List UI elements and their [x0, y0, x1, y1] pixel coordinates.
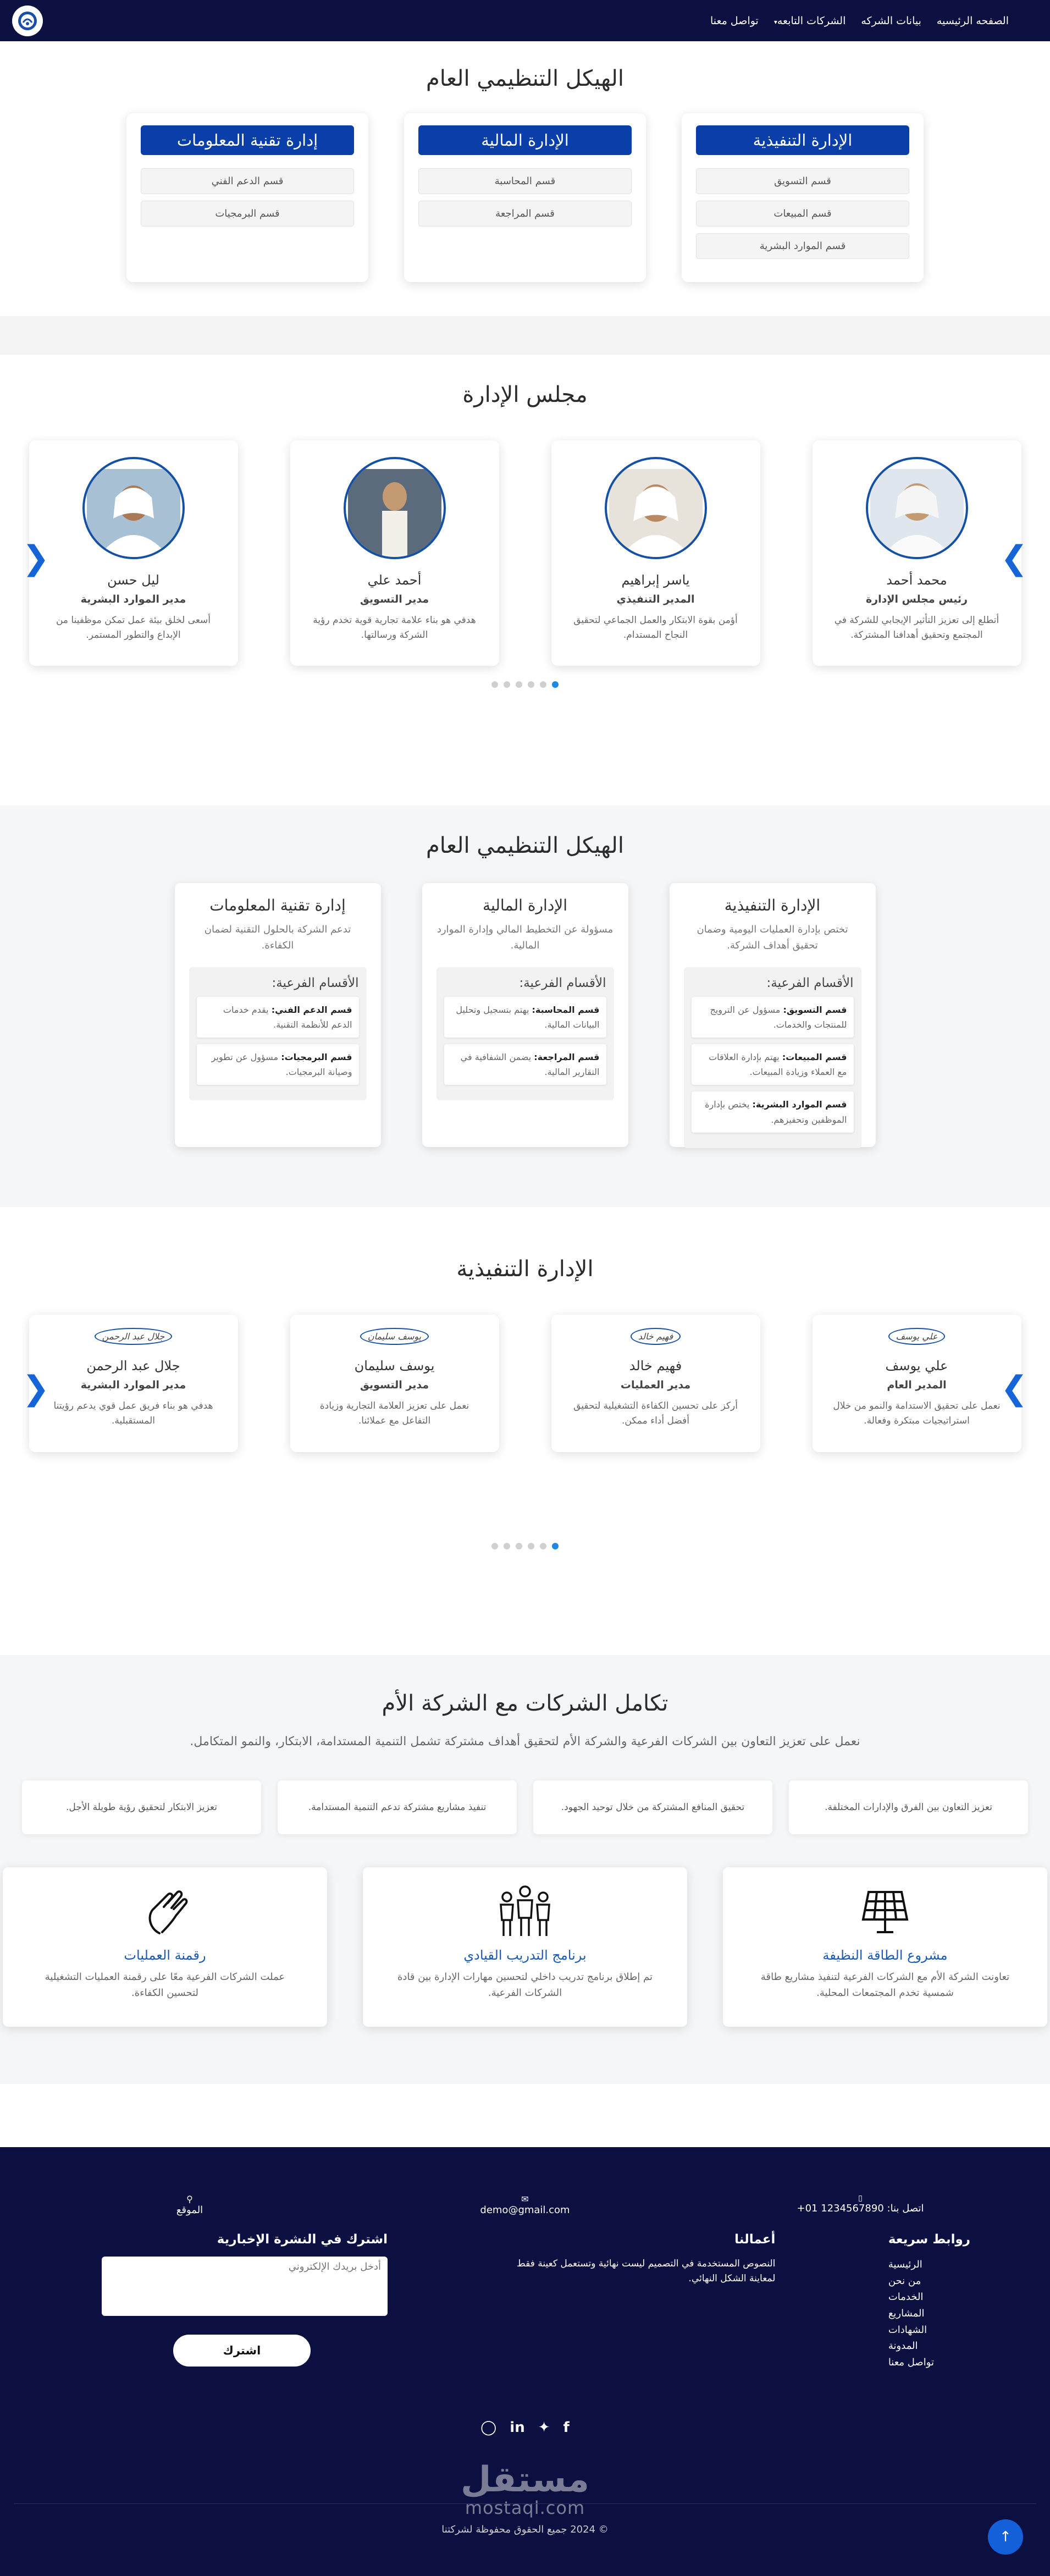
project-description: تم إطلاق برنامج تدريب داخلي لتحسين مهارات الإدارة بين قادة الشركات الفرعية. [397, 1971, 653, 1999]
carousel-dot[interactable] [504, 681, 510, 688]
footer-columns [0, 2232, 1050, 2371]
sub-dept-item[interactable]: قسم المبيعات [696, 201, 909, 227]
section-title: مجلس الإدارة [462, 382, 588, 407]
sub-depts-heading: الأقسام الفرعية: [766, 975, 854, 990]
sub-dept-name: قسم الدعم الفني: [271, 1004, 352, 1015]
broken-photo-placeholder: علي يوسف [888, 1328, 946, 1345]
sub-dept-entry [444, 1044, 606, 1085]
exec-card [813, 1315, 1021, 1452]
project-card [363, 1867, 687, 2027]
member-photo [605, 457, 707, 559]
logo-emblem-icon [17, 10, 38, 31]
goal-box: تنفيذ مشاريع مشتركة تدعم التنمية المستدامة. [278, 1780, 517, 1834]
member-name: جلال عبد الرحمن [86, 1358, 180, 1374]
linkedin-icon[interactable]: in [510, 2419, 525, 2436]
quick-link[interactable]: الرئيسية [888, 2259, 922, 2270]
nav-company-data[interactable]: بيانات الشركه [861, 14, 921, 27]
project-description: عملت الشركات الفرعية معًا على رقمنة العمليات التشغيلية لتحسين الكفاءة. [45, 1971, 285, 1999]
subscribe-button[interactable]: اشترك [173, 2335, 311, 2367]
quick-links-col [888, 2232, 970, 2371]
main-nav [710, 15, 1009, 27]
arrow-up-icon: ↑ [999, 2529, 1012, 2545]
site-logo[interactable] [12, 5, 43, 36]
carousel-dot[interactable] [540, 681, 546, 688]
dept-title: إدارة تقنية المعلومات [209, 896, 346, 914]
phone-contact[interactable] [778, 2194, 943, 2216]
newsletter-heading: اشترك في النشرة الإخبارية [217, 2232, 388, 2247]
quick-link[interactable]: الشهادات [888, 2324, 927, 2336]
member-role: مدير التسويق [360, 593, 429, 605]
dept-description: تدعم الشركة بالحلول التقنية لضمان الكفاءة. [204, 924, 351, 951]
chevron-down-icon: ▾ [773, 18, 777, 26]
project-card [723, 1867, 1047, 2027]
sub-dept-item[interactable]: قسم المراجعة [418, 201, 632, 227]
watermark-ar: مستقل [460, 2459, 590, 2500]
contact-row [0, 2194, 1050, 2216]
sub-dept-entry [692, 1044, 854, 1085]
envelope-icon: ✉ [521, 2194, 529, 2204]
member-role: مدير العمليات [620, 1379, 691, 1391]
member-photo [82, 457, 185, 559]
dept-header[interactable]: الإدارة المالية [418, 125, 632, 155]
team-leader-icon [495, 1884, 555, 1939]
sub-dept-entry [444, 997, 606, 1038]
dept-header[interactable]: إدارة تقنية المعلومات [141, 125, 354, 155]
carousel-dot[interactable] [528, 1543, 534, 1549]
department-detail-cards [0, 883, 1050, 1147]
email-contact[interactable] [443, 2194, 607, 2216]
solar-panel-icon [858, 1884, 913, 1939]
goal-box: تعزيز التعاون بين الفرق والإدارات المختلفة. [789, 1780, 1028, 1834]
twitter-icon[interactable]: ✦ [538, 2419, 550, 2436]
footer-divider [14, 2503, 1036, 2504]
quick-link[interactable]: من نحن [888, 2275, 921, 2287]
sub-dept-name: قسم الموارد البشرية: [752, 1099, 847, 1110]
member-description: أسعى لخلق بيئة عمل تمكن موظفينا من الإبداع والتطور المستمر. [56, 615, 211, 641]
section-title: تكامل الشركات مع الشركة الأم [382, 1691, 668, 1716]
member-description: أركز على تحسين الكفاءة التشغيلية لتحقيق أفضل أداء ممكن. [573, 1400, 738, 1427]
sub-dept-name: قسم البرمجيات: [281, 1051, 352, 1062]
member-description: نعمل على تعزيز العلامة التجارية وزيادة التفاعل مع عملائنا. [319, 1400, 469, 1427]
broken-photo-placeholder: يوسف سليمان [360, 1328, 429, 1345]
digital-hand-icon [137, 1884, 192, 1939]
exec-card [551, 1315, 760, 1452]
dept-description: تختص بإدارة العمليات اليومية وضمان تحقيق أهداف الشركة. [697, 924, 848, 951]
quick-link[interactable]: المشاريع [888, 2308, 925, 2320]
copyright-text: © 2024 جميع الحقوق محفوظة لشركتنا [441, 2523, 609, 2535]
carousel-prev-arrow-icon[interactable]: ❮ [22, 539, 50, 577]
exec-card [29, 1315, 238, 1452]
dept-title: الإدارة المالية [482, 896, 568, 914]
broken-photo-placeholder: جلال عبد الرحمن [95, 1328, 172, 1345]
department-cards [0, 113, 1050, 282]
member-description: أتطلع إلى تعزيز التأثير الإيجابي للشركة في المجتمع وتحقيق أهدافنا المشتركة. [834, 615, 999, 641]
carousel-next-arrow-icon[interactable]: ❯ [1000, 1369, 1028, 1408]
sub-dept-text: يختص بإدارة الموظفين وتحفيزهم. [705, 1099, 847, 1125]
member-role: رئيس مجلس الإدارة [865, 593, 968, 605]
quick-link[interactable]: تواصل معنا [888, 2357, 935, 2369]
sub-dept-entry [197, 1044, 359, 1085]
scroll-to-top-button[interactable] [988, 2519, 1023, 2555]
integration-section [0, 1655, 1050, 2084]
location-contact[interactable] [107, 2194, 272, 2216]
works-col [500, 2232, 775, 2371]
member-name: ليل حسن [107, 572, 159, 588]
member-role: المدير التنفيذي [616, 593, 695, 605]
executive-carousel [0, 1315, 1050, 1452]
dept-description: مسؤولة عن التخطيط المالي وإدارة الموارد المالية. [436, 924, 614, 951]
dept-title: الإدارة التنفيذية [724, 896, 821, 914]
sub-dept-item[interactable]: قسم المحاسبة [418, 168, 632, 194]
carousel-dot-active[interactable] [552, 681, 559, 688]
member-role: مدير الموارد البشرية [80, 593, 186, 605]
board-section [0, 355, 1050, 806]
sub-dept-name: قسم المحاسبة: [532, 1004, 600, 1015]
phone-icon: ▯ [858, 2194, 863, 2203]
sub-dept-name: قسم التسويق: [783, 1004, 847, 1015]
carousel-dot[interactable] [491, 1543, 498, 1549]
sub-dept-entry [692, 1091, 854, 1132]
member-card [290, 440, 499, 666]
section-title: الإدارة التنفيذية [456, 1256, 594, 1282]
dept-detail-executive [670, 883, 876, 1147]
member-card [813, 440, 1021, 666]
sub-dept-item[interactable]: قسم الدعم الفني [141, 168, 354, 194]
newsletter-email-input[interactable] [102, 2257, 388, 2316]
member-role: مدير الموارد البشرية [80, 1379, 186, 1391]
sub-dept-name: قسم المبيعات: [782, 1051, 847, 1062]
dept-detail-finance [422, 883, 628, 1147]
works-text: النصوص المستخدمة في التصميم ليست نهائية وتستعمل كعينة فقط لمعاينة الشكل النهائي. [517, 2258, 776, 2285]
member-description: أؤمن بقوة الابتكار والعمل الجماعي لتحقيق النجاح المستدام. [573, 615, 738, 641]
location-text: الموقع [176, 2204, 203, 2216]
member-card [29, 440, 238, 666]
social-links [0, 2419, 1050, 2436]
org-structure-section [0, 41, 1050, 316]
site-footer [0, 2147, 1050, 2576]
works-heading: أعمالنا [734, 2232, 776, 2247]
carousel-dot[interactable] [516, 1543, 522, 1549]
carousel-dot[interactable] [540, 1543, 546, 1549]
carousel-next-arrow-icon[interactable]: ❯ [1000, 539, 1028, 577]
newsletter-col [102, 2232, 388, 2371]
nav-subsidiaries[interactable] [774, 15, 846, 27]
sub-depts-heading: الأقسام الفرعية: [272, 975, 359, 990]
nav-subsidiaries-label: الشركات التابعه [777, 14, 846, 27]
member-role: مدير التسويق [360, 1379, 429, 1391]
location-pin-icon: ⚲ [186, 2194, 193, 2204]
sub-depts-box [436, 967, 614, 1101]
board-carousel [0, 440, 1050, 666]
exec-card [290, 1315, 499, 1452]
sub-dept-entry [692, 997, 854, 1038]
member-description: هدفي هو بناء فريق عمل قوي يدعم رؤيتنا المستقبلية. [53, 1400, 213, 1427]
section-title: الهيكل التنظيمي العام [426, 833, 624, 858]
nav-home[interactable]: الصفحه الرئيسيه [936, 14, 1009, 27]
member-name: يوسف سليمان [354, 1358, 435, 1374]
member-name: فهيم خالد [629, 1358, 682, 1374]
member-description: نعمل على تحقيق الاستدامة والنمو من خلال استراتيجيات مبتكرة وفعالة. [833, 1400, 1001, 1427]
member-name: ياسر إبراهيم [621, 572, 690, 588]
phone-text: اتصل بنا: 1234567890 01+ [797, 2203, 924, 2214]
member-name: علي يوسف [885, 1358, 948, 1374]
email-text: demo@gmail.com [480, 2204, 570, 2216]
carousel-dot[interactable] [491, 681, 498, 688]
carousel-dot[interactable] [516, 681, 522, 688]
member-photo [344, 457, 446, 559]
sub-dept-item[interactable]: قسم البرمجيات [141, 201, 354, 227]
project-title: برنامج التدريب القيادي [463, 1948, 587, 1963]
watermark-en: mostaql.com [465, 2497, 585, 2518]
dept-card-it [126, 113, 368, 282]
sub-dept-entry [197, 997, 359, 1038]
project-description: تعاونت الشركة الأم مع الشركات الفرعية لتنفيذ مشاريع طاقة شمسية تخدم المجتمعات المحلية. [760, 1971, 1010, 1999]
sub-dept-name: قسم المراجعة: [534, 1051, 600, 1062]
sub-dept-item[interactable]: قسم الموارد البشرية [696, 233, 909, 259]
section-divider [0, 316, 1050, 355]
sub-dept-text: يضمن الشفافية في التقارير المالية. [460, 1051, 600, 1078]
sub-depts-box [684, 967, 861, 1148]
sub-dept-text: يهتم بإدارة العلاقات مع العملاء وزيادة المبيعات. [709, 1051, 847, 1078]
carousel-prev-arrow-icon[interactable]: ❮ [22, 1369, 50, 1408]
member-name: محمد أحمد [886, 572, 947, 588]
member-description: هدفي هو بناء علامة تجارية قوية تخدم رؤية الشركة ورسالتها. [313, 615, 476, 641]
dept-header[interactable]: الإدارة التنفيذية [696, 125, 909, 155]
quick-link[interactable]: الخدمات [888, 2291, 924, 2303]
sub-depts-box [189, 967, 367, 1101]
goal-box: تعزيز الابتكار لتحقيق رؤية طويلة الأجل. [22, 1780, 261, 1834]
section-title: الهيكل التنظيمي العام [426, 66, 624, 91]
quick-link[interactable]: المدونة [888, 2340, 918, 2352]
member-card [551, 440, 760, 666]
executive-section [0, 1207, 1050, 1655]
dept-card-executive [682, 113, 924, 282]
carousel-dots [0, 1543, 1050, 1549]
project-card [3, 1867, 327, 2027]
watermark-logo [0, 2459, 1050, 2518]
dept-card-finance [404, 113, 646, 282]
sub-depts-heading: الأقسام الفرعية: [519, 975, 606, 990]
carousel-dots [0, 681, 1050, 688]
projects-row [0, 1867, 1050, 2027]
goals-row [0, 1780, 1050, 1834]
project-title: مشروع الطاقة النظيفة [822, 1948, 948, 1963]
org-structure-detailed-section [0, 806, 1050, 1207]
member-role: المدير العام [887, 1379, 947, 1391]
sub-dept-text: مسؤول عن تطوير وصيانة البرمجيات. [211, 1051, 352, 1078]
member-name: أحمد علي [367, 572, 422, 588]
carousel-dot[interactable] [528, 681, 534, 688]
sub-dept-text: يقدم خدمات الدعم للأنظمة التقنية. [223, 1004, 352, 1030]
nav-contact[interactable]: تواصل معنا [710, 14, 759, 27]
section-lead: نعمل على تعزيز التعاون بين الشركات الفرعية والشركة الأم لتحقيق أهداف مشتركة تشمل التنمية المستدامة، الابتكار، والنمو المتكامل. [190, 1735, 860, 1748]
facebook-icon[interactable]: f [563, 2419, 570, 2436]
quick-links-list [888, 2257, 970, 2371]
section-spacer [0, 2084, 1050, 2147]
instagram-icon[interactable]: ◯ [480, 2419, 497, 2436]
sub-dept-item[interactable]: قسم التسويق [696, 168, 909, 194]
carousel-dot[interactable] [504, 1543, 510, 1549]
carousel-dot-active[interactable] [552, 1543, 559, 1549]
top-navbar [0, 0, 1050, 41]
broken-photo-placeholder: فهيم خالد [631, 1328, 681, 1345]
quick-links-heading: روابط سريعة [888, 2232, 970, 2247]
goal-box: تحقيق المنافع المشتركة من خلال توحيد الجهود. [533, 1780, 772, 1834]
member-photo [866, 457, 968, 559]
dept-detail-it [175, 883, 381, 1147]
sub-dept-text: مسؤول عن الترويج للمنتجات والخدمات. [710, 1004, 847, 1030]
sub-dept-text: يهتم بتسجيل وتحليل البيانات المالية. [456, 1004, 600, 1030]
project-title: رقمنة العمليات [124, 1948, 206, 1963]
